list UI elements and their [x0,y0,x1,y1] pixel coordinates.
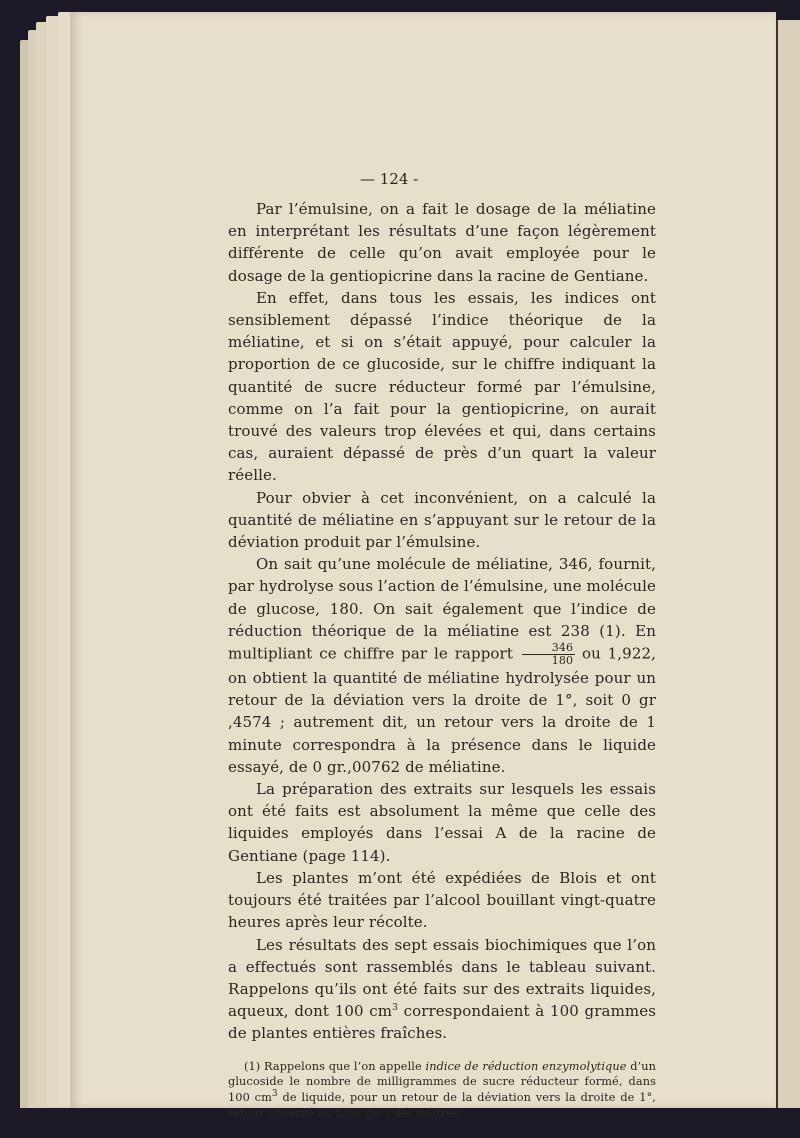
paragraph-text: Les résultats des sept essais biochimiques que l’on a effectués sont rassemblés dans le tableau suivant. Rappelons qu’ils ont été faits sur des extraits liquides, aqueux, dont 100 cm [228,935,656,1021]
footnote-term: indice de réduction enzymolytique [425,1059,627,1073]
footnote [228,1059,656,1122]
paragraph: En effet, dans tous les essais, les indices ont sensiblement dépassé l’indice théorique de la méliatine, et si on s’était appuyé, pour calculer la proportion de ce glucoside, sur le chiffre indiquant la quantité de sucre réducteur formé par l’émulsine, comme on l’a fait pour la gentiopicrine, on aurait trouvé des valeurs trop élevées et qui, dans certains cas, auraient dépassé de près d’un quart la valeur réelle. [228,288,656,485]
superscript: 3 [392,1003,398,1014]
paragraph [228,934,656,1045]
facing-page-edge [776,20,800,1110]
fraction-denominator: 180 [551,654,574,668]
footnote-text: de liquide, pour un retour de la déviation vers la droite de 1°, retour observé au tube de 2 décimètres. [228,1091,657,1120]
page-body [228,168,656,1133]
superscript: 3 [271,1089,278,1100]
paragraph: La préparation des extraits sur lesquels les essais ont été faits est absolument la même que celle des liquides employés dans l’essai A de la racine de Gentiane (page 114). [228,780,656,865]
page-number: — 124 - [360,170,419,188]
paragraph-text: On sait qu’une molécule de méliatine, 346, fournit, par hydrolyse sous l’action de l’émulsine, une molécule de glucose, 180. On sait également que l’indice de réduction théorique de la méliatine est 238 (1). En multipliant ce chiffre par le rapport [228,555,656,663]
fraction [522,642,575,667]
paragraph: Par l’émulsine, on a fait le dosage de la méliatine en interprétant les résultats d’une façon légèrement différente de celle qu’on avait employée pour le dosage de la gentiopicrine dans la racine de Gentiane. [228,200,656,285]
paragraph: Pour obvier à cet inconvénient, on a calculé la quantité de méliatine en s’appuyant sur le retour de la déviation produit par l’émulsine. [228,488,656,552]
paragraph: Les plantes m’ont été expédiées de Blois et ont toujours été traitées par l’alcool bouillant vingt-quatre heures après leur récolte. [228,868,656,932]
footnote-text: d’un glucoside le nombre de milligrammes de sucre réducteur formé, dans 100 cm [228,1059,656,1105]
paragraph-text: ou 1,922, on obtient la quantité de méliatine hydrolysée pour un retour de la déviation vers la droite de 1°, soit 0 gr ,4574 ; autrement dit, un retour vers la droite de 1 minute correspondra à la présence dans le liquide essayé, de 0 gr.,00762 de méliatine. [228,644,656,776]
fraction-numerator: 346 [522,642,575,655]
footnote-text: (1) Rappelons que l’on appelle [244,1059,426,1073]
paragraph-text: correspondaient à 100 grammes de plantes entières fraîches. [228,1002,656,1043]
paragraph-with-fraction [228,553,656,778]
